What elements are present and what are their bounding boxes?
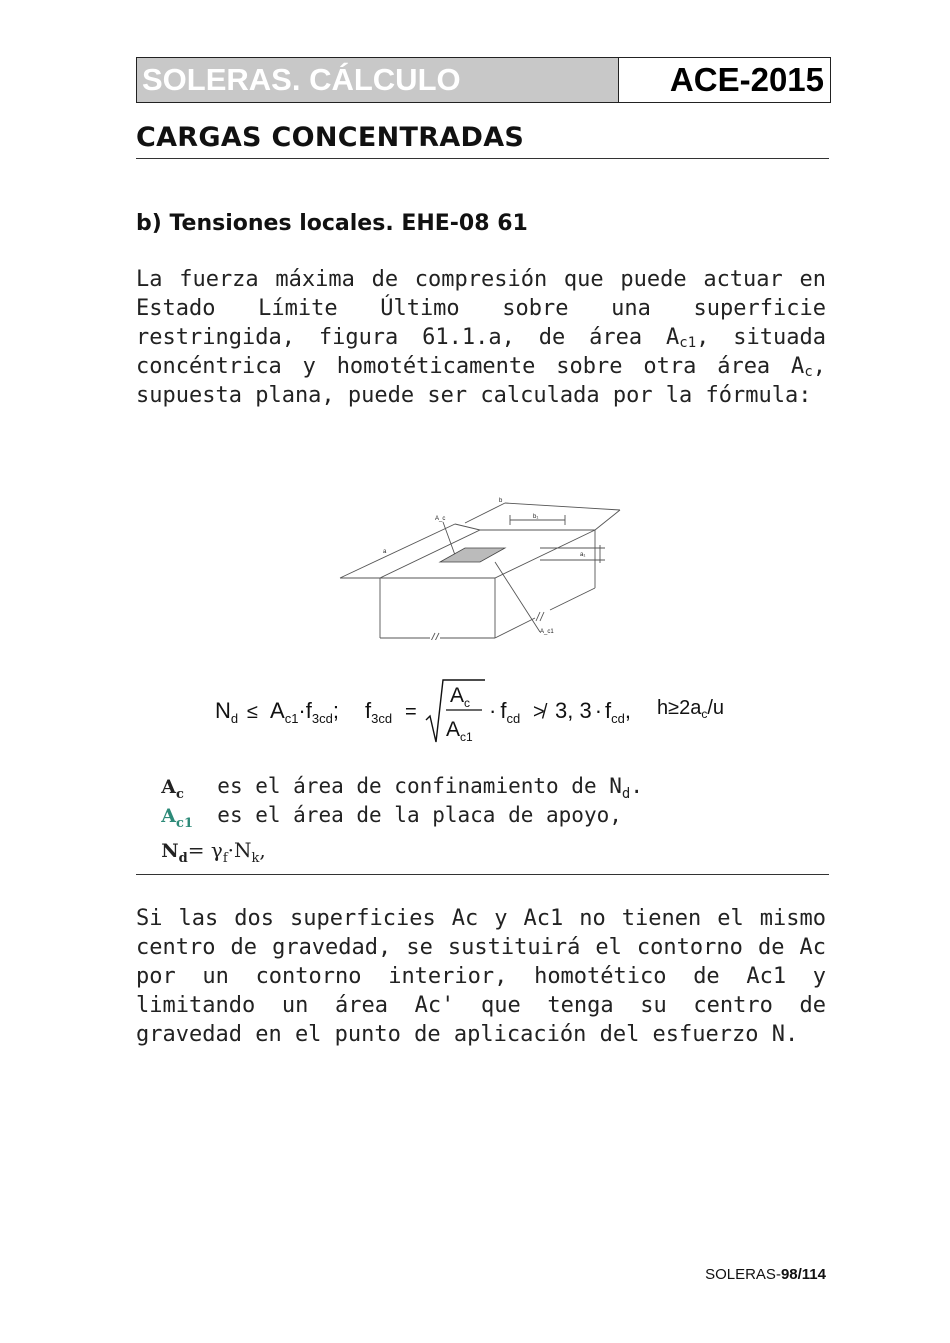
label-b: b [499, 498, 503, 504]
subheading: b) Tensiones locales. EHE-08 61 [136, 211, 528, 236]
definition-ac: $A_c$ es el área de confinamiento de $N_d$. [161, 774, 643, 803]
label-ac1: A_c1 [540, 629, 554, 635]
page-footer: SOLERAS-98/114 [705, 1266, 826, 1283]
header-title: SOLERAS. CÁLCULO [137, 58, 619, 102]
symbol-nd: $N_d$ [161, 840, 188, 866]
svg-text:Ac: $A_c$ [450, 684, 471, 710]
section-title: CARGAS CONCENTRADAS [136, 122, 525, 153]
definition-ac1: $A_{c1}$ es el área de la placa de apoyo, [161, 803, 622, 831]
intro-paragraph: La fuerza máxima de compresión que puede actuar en Estado Límite Último sobre una superficie restringida, figura 61.1.a, de área $A_{c1}$, situada concéntrica y homotéticamente sobre otra área $A_c$, supuesta plana, puede ser calculada por la fórmula: [136, 267, 826, 408]
second-paragraph: Si las dos superficies Ac y Ac1 no tienen el mismo centro de gravedad, se sustituirá el contorno de Ac por un contorno interior, homotético de Ac1 y limitando un área Ac' que tenga su centro de gravedad en el punto de aplicación del esfuerzo N. [136, 906, 826, 1047]
svg-text:h≥2ac/u: $h\ge 2a_c/u$ [657, 697, 725, 721]
svg-text:≤: ≤ [247, 701, 258, 723]
svg-text:=: = [405, 701, 417, 723]
svg-text:Ac1·f3cd;: $A_{c1}\cdot f_{3cd}$; [270, 698, 339, 726]
block-figure [335, 490, 625, 640]
paragraph-divider [136, 874, 829, 875]
label-b1: b₁ [533, 514, 539, 520]
local-stress-formula [210, 672, 770, 752]
svg-text:≯: ≯ [533, 701, 545, 723]
svg-text:f3cd: $f_{3cd}$ [365, 698, 393, 726]
header-code: ACE-2015 [669, 61, 824, 98]
svg-text:3, 3·fcd,: 3, $3 \cdot f_{cd}$, [555, 698, 632, 726]
document-header [136, 57, 831, 103]
svg-text:·fcd: · $f_{cd}$ [489, 698, 521, 726]
section-divider [136, 158, 829, 159]
svg-text:Ac1: $A_{c1}$ [446, 718, 473, 744]
label-a: a [383, 549, 387, 555]
label-ac: A_c [435, 516, 446, 522]
svg-text:Nd: $N_d$ [215, 698, 239, 726]
definition-nd: $N_d= \gamma_f\cdot N_k$, [161, 838, 266, 866]
symbol-ac1: $A_{c1}$ [161, 805, 194, 831]
symbol-ac: $A_c$ [161, 776, 184, 802]
label-a1: a₁ [580, 552, 586, 558]
page-number: 98/114 [780, 1266, 826, 1283]
